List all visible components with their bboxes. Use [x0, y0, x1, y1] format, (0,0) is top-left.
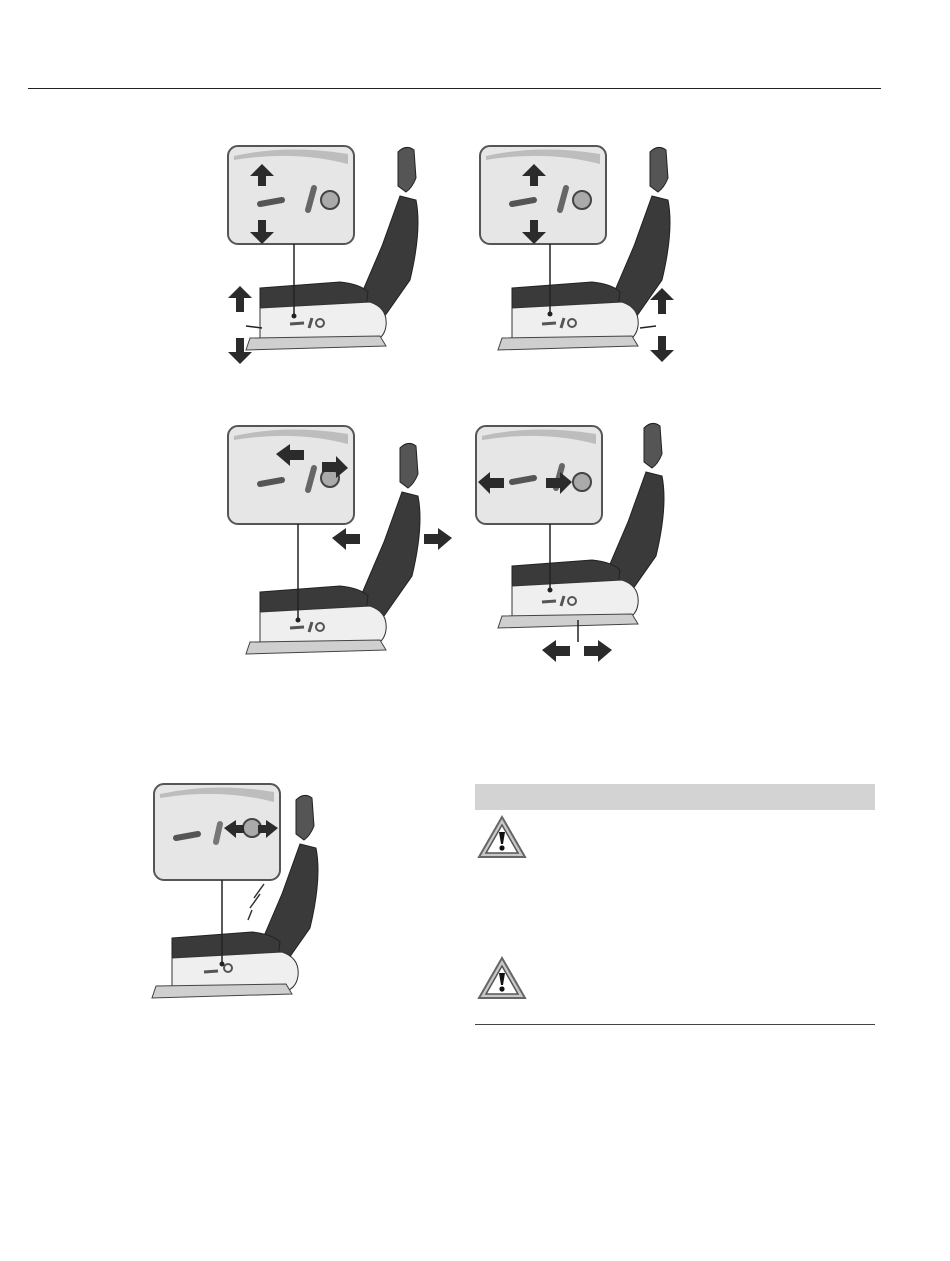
figure-seat-front-height [220, 138, 450, 368]
warning-triangle-icon [476, 814, 528, 860]
page-header-rule [28, 88, 881, 89]
figure-seatback-recline [220, 420, 455, 665]
warning-banner [475, 784, 875, 810]
figure-lumbar-support [150, 780, 330, 1005]
warning-triangle-icon [476, 955, 528, 1001]
figure-seat-rear-height [472, 138, 702, 368]
figure-seat-fore-aft [472, 420, 702, 665]
section-end-rule [475, 1024, 875, 1025]
